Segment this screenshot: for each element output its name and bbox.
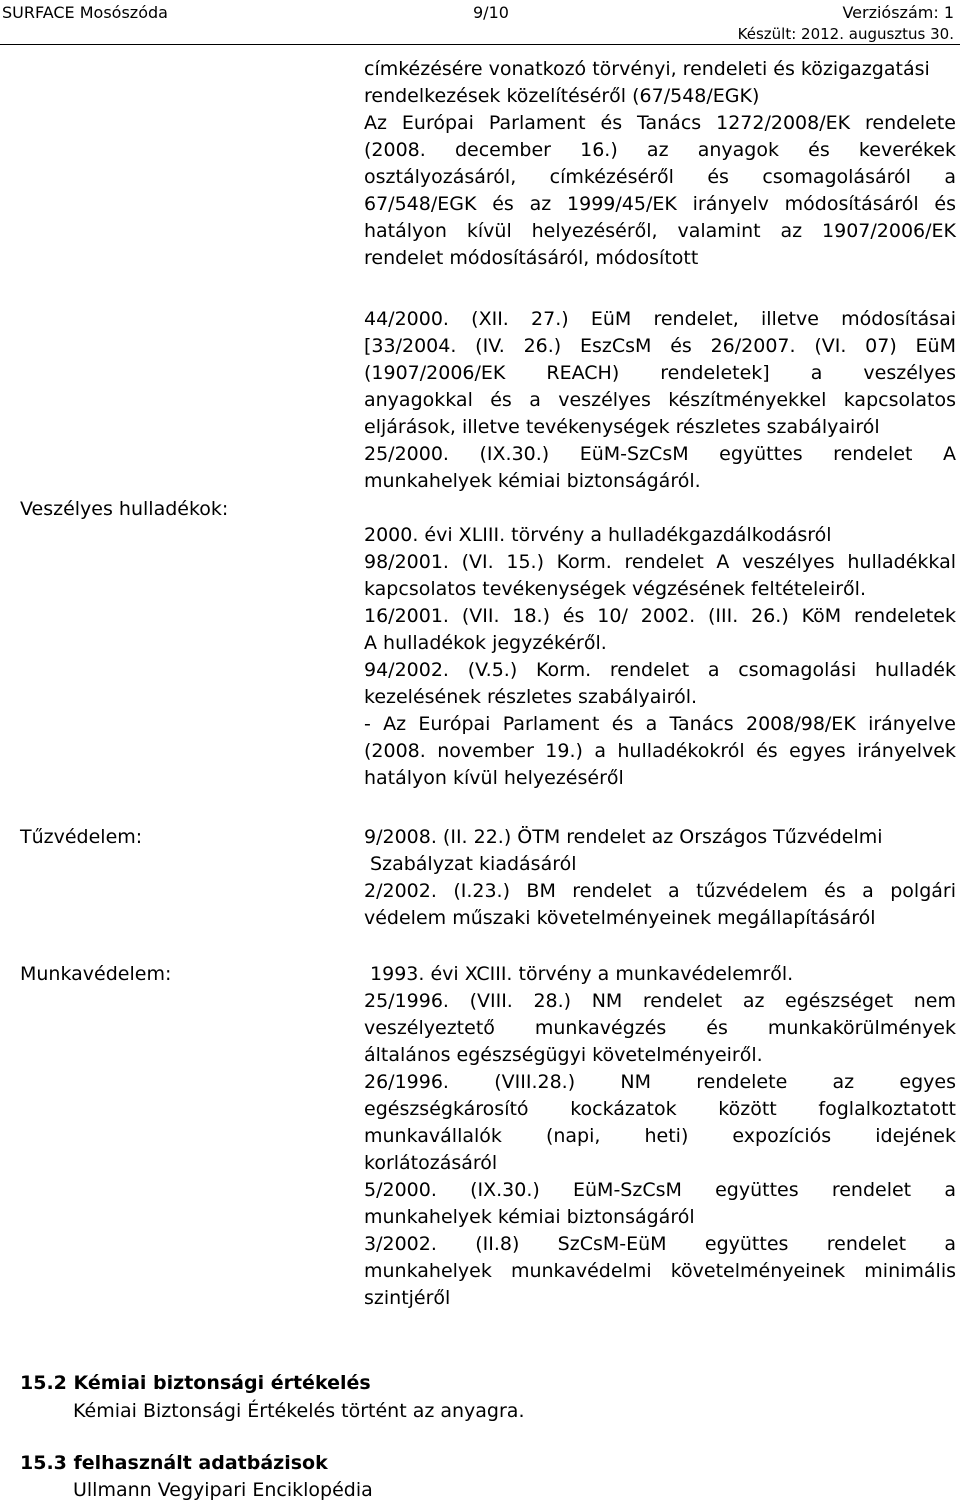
page-header — [0, 0, 960, 45]
text-line: címkézésére vonatkozó törvényi, rendeleti és közigazgatási — [364, 58, 930, 80]
text-line: általános egészségügyi követelményeiről. — [364, 1044, 763, 1066]
fire-protection-block — [364, 824, 956, 932]
hazardous-waste-block — [364, 522, 956, 792]
created-date: Készült: 2012. augusztus 30. — [737, 25, 954, 43]
text-line: (2008. november 19.) a hulladékokról és egyes irányelvek — [364, 740, 956, 762]
text-line: 2/2002. (I.23.) BM rendelet a tűzvédelem és a polgári — [364, 880, 956, 902]
text-line: 67/548/EGK és az 1999/45/EK irányelv módosításáról és — [364, 193, 956, 215]
text-line: munkavállalók (napi, heti) expozíciós idejének — [364, 1125, 956, 1147]
labor-protection-block — [364, 961, 956, 1312]
section-15-2-text: Kémiai Biztonsági Értékelés történt az anyagra. — [73, 1400, 525, 1422]
text-line: egészségkárosító kockázatok között foglalkoztatott — [364, 1098, 956, 1120]
text-line: kapcsolatos tevékenységek végzésének feltételeiről. — [364, 578, 866, 600]
product-name: SURFACE Mosószóda — [2, 3, 168, 22]
labor-protection-label: Munkavédelem: — [20, 963, 172, 985]
text-line: osztályozásáról, címkézéséről és csomagolásáról a — [364, 166, 956, 188]
text-line: 26/1996. (VIII.28.) NM rendelete az egyes — [364, 1071, 956, 1093]
text-line: munkahelyek kémiai biztonságáról. — [364, 470, 701, 492]
intro-block — [364, 56, 956, 272]
text-line: [33/2004. (IV. 26.) EszCsM és 26/2007. (VI. 07) EüM — [364, 335, 956, 357]
text-line: hatályon kívül helyezéséről — [364, 767, 624, 789]
text-line: hatályon kívül helyezéséről, valamint az 1907/2006/EK — [364, 220, 956, 242]
regulation-block — [364, 306, 956, 495]
section-15-3-text: Ullmann Vegyipari Enciklopédia — [73, 1479, 373, 1501]
hazardous-waste-label: Veszélyes hulladékok: — [20, 498, 229, 520]
text-line: 2000. évi XLIII. törvény a hulladékgazdálkodásról — [364, 524, 832, 546]
text-line: munkahelyek kémiai biztonságáról — [364, 1206, 695, 1228]
text-line: rendelkezések közelítéséről (67/548/EGK) — [364, 85, 760, 107]
text-line: veszélyeztető munkavégzés és munkakörülmények — [364, 1017, 956, 1039]
text-line: 94/2002. (V.5.) Korm. rendelet a csomagolási hulladék — [364, 659, 956, 681]
text-line: kezelésének részletes szabályairól. — [364, 686, 698, 708]
text-line: A hulladékok jegyzékéről. — [364, 632, 607, 654]
text-line: eljárások, illetve tevékenységek részletes szabályairól — [364, 416, 880, 438]
text-line: védelem műszaki követelményeinek megállapításáról — [364, 907, 876, 929]
text-line: (2008. december 16.) az anyagok és keverékek — [364, 139, 956, 161]
text-line: - Az Európai Parlament és a Tanács 2008/98/EK irányelve — [364, 713, 956, 735]
text-line: munkahelyek munkavédelmi követelményeinek minimális — [364, 1260, 956, 1282]
text-line: 3/2002. (II.8) SzCsM-EüM együttes rendelet a — [364, 1233, 956, 1255]
text-line: 1993. évi XCIII. törvény a munkavédelemről. — [364, 963, 794, 985]
page-number: 9/10 — [473, 3, 509, 22]
text-line: 5/2000. (IX.30.) EüM-SzCsM együttes rendelet a — [364, 1179, 956, 1201]
text-line: 25/2000. (IX.30.) EüM-SzCsM együttes rendelet A — [364, 443, 956, 465]
text-line: rendelet módosításáról, módosított — [364, 247, 699, 269]
text-line: szintjéről — [364, 1287, 451, 1309]
section-15-2-title: 15.2 Kémiai biztonsági értékelés — [20, 1372, 371, 1394]
text-line: 25/1996. (VIII. 28.) NM rendelet az egészséget nem — [364, 990, 956, 1012]
version-number: Verziószám: 1 — [842, 3, 954, 22]
text-line: (1907/2006/EK REACH) rendeletek] a veszélyes — [364, 362, 956, 384]
section-15-3-title: 15.3 felhasznált adatbázisok — [20, 1452, 328, 1474]
text-line: Az Európai Parlament és Tanács 1272/2008/EK rendelete — [364, 112, 956, 134]
text-line: 98/2001. (VI. 15.) Korm. rendelet A veszélyes hulladékkal — [364, 551, 956, 573]
text-line: anyagokkal és a veszélyes készítményekkel kapcsolatos — [364, 389, 956, 411]
text-line: Szabályzat kiadásáról — [364, 853, 577, 875]
text-line: 16/2001. (VII. 18.) és 10/ 2002. (III. 26.) KöM rendeletek — [364, 605, 956, 627]
text-line: korlátozásáról — [364, 1152, 498, 1174]
fire-protection-label: Tűzvédelem: — [20, 826, 143, 848]
text-line: 44/2000. (XII. 27.) EüM rendelet, illetve módosításai — [364, 308, 956, 330]
text-line: 9/2008. (II. 22.) ÖTM rendelet az Országos Tűzvédelmi — [364, 826, 883, 848]
